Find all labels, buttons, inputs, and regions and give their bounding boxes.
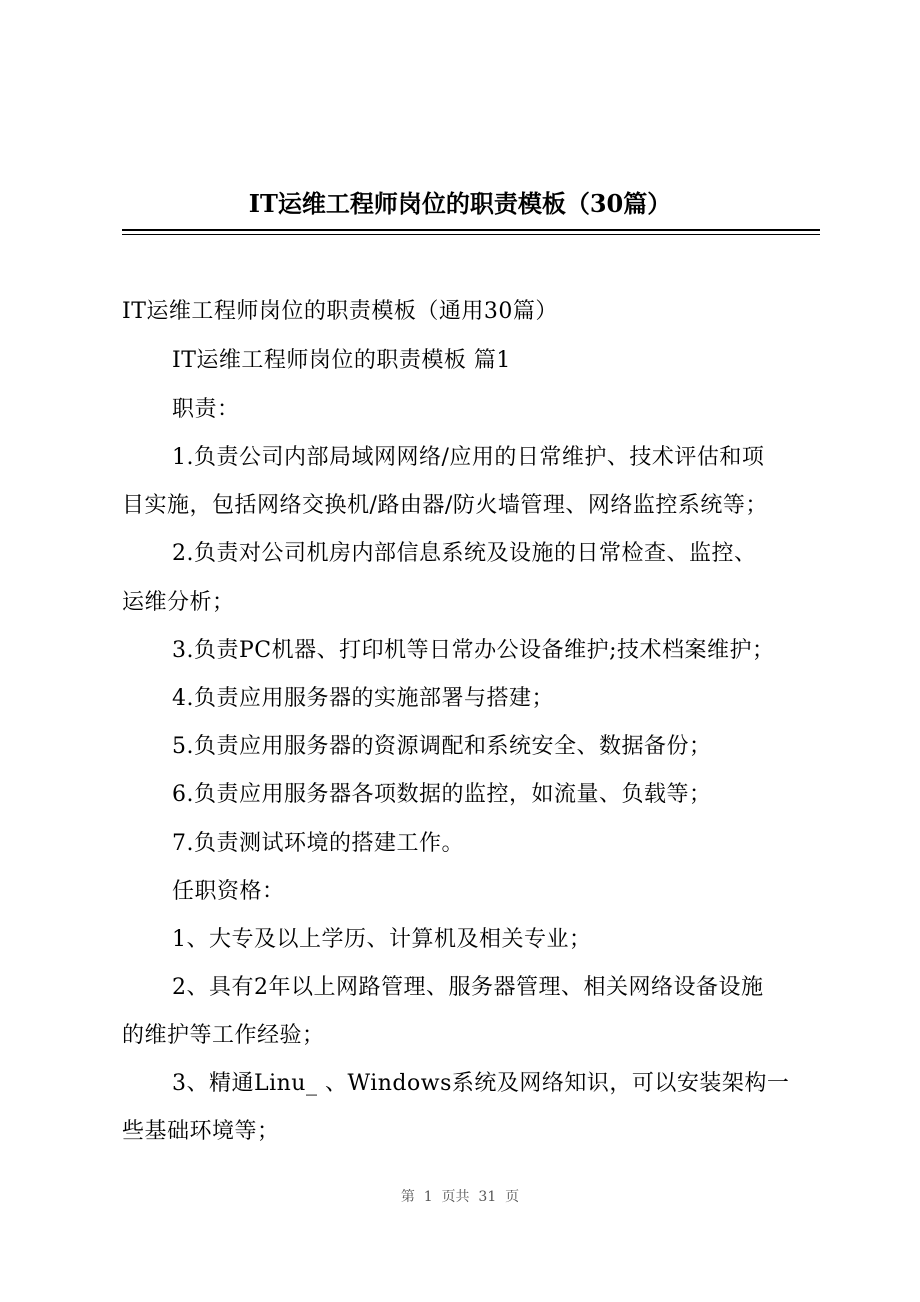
document-title: IT运维工程师岗位的职责模板（30篇） — [248, 189, 672, 218]
qualification-item-3: 3、精通Linu_ 、Windows系统及网络知识，可以安装架构一 — [172, 1071, 790, 1096]
duties-heading: 职责： — [172, 397, 240, 422]
qualifications-heading: 任职资格： — [172, 879, 285, 904]
duty-item-2-cont: 运维分析； — [122, 590, 235, 615]
duty-item-4: 4.负责应用服务器的实施部署与搭建； — [172, 686, 554, 711]
page-footer: 第 1 页共 31 页 — [400, 1189, 520, 1205]
duty-item-5: 5.负责应用服务器的资源调配和系统安全、数据备份； — [172, 734, 712, 759]
duty-item-1: 1.负责公司内部局域网网络/应用的日常维护、技术评估和项 — [172, 445, 765, 470]
qualification-item-2: 2、具有2年以上网路管理、服务器管理、相关网络设备设施 — [172, 975, 764, 1000]
duty-item-7: 7.负责测试环境的搭建工作。 — [172, 831, 464, 856]
duty-item-2: 2.负责对公司机房内部信息系统及设施的日常检查、监控、 — [172, 541, 757, 566]
duty-item-3: 3.负责PC机器、打印机等日常办公设备维护;技术档案维护； — [172, 638, 775, 663]
qualification-item-1: 1、大专及以上学历、计算机及相关专业； — [172, 927, 592, 952]
title-rule-thin — [122, 234, 820, 235]
qualification-item-3-cont: 些基础环境等； — [122, 1119, 280, 1144]
title-rule-thick — [122, 229, 820, 231]
duty-item-6: 6.负责应用服务器各项数据的监控，如流量、负载等； — [172, 782, 712, 807]
qualification-item-2-cont: 的维护等工作经验； — [122, 1023, 325, 1048]
section-heading: IT运维工程师岗位的职责模板 篇1 — [172, 348, 511, 373]
subtitle-line: IT运维工程师岗位的职责模板（通用30篇） — [122, 299, 558, 324]
duty-item-1-cont: 目实施，包括网络交换机/路由器/防火墙管理、网络监控系统等； — [122, 493, 768, 518]
